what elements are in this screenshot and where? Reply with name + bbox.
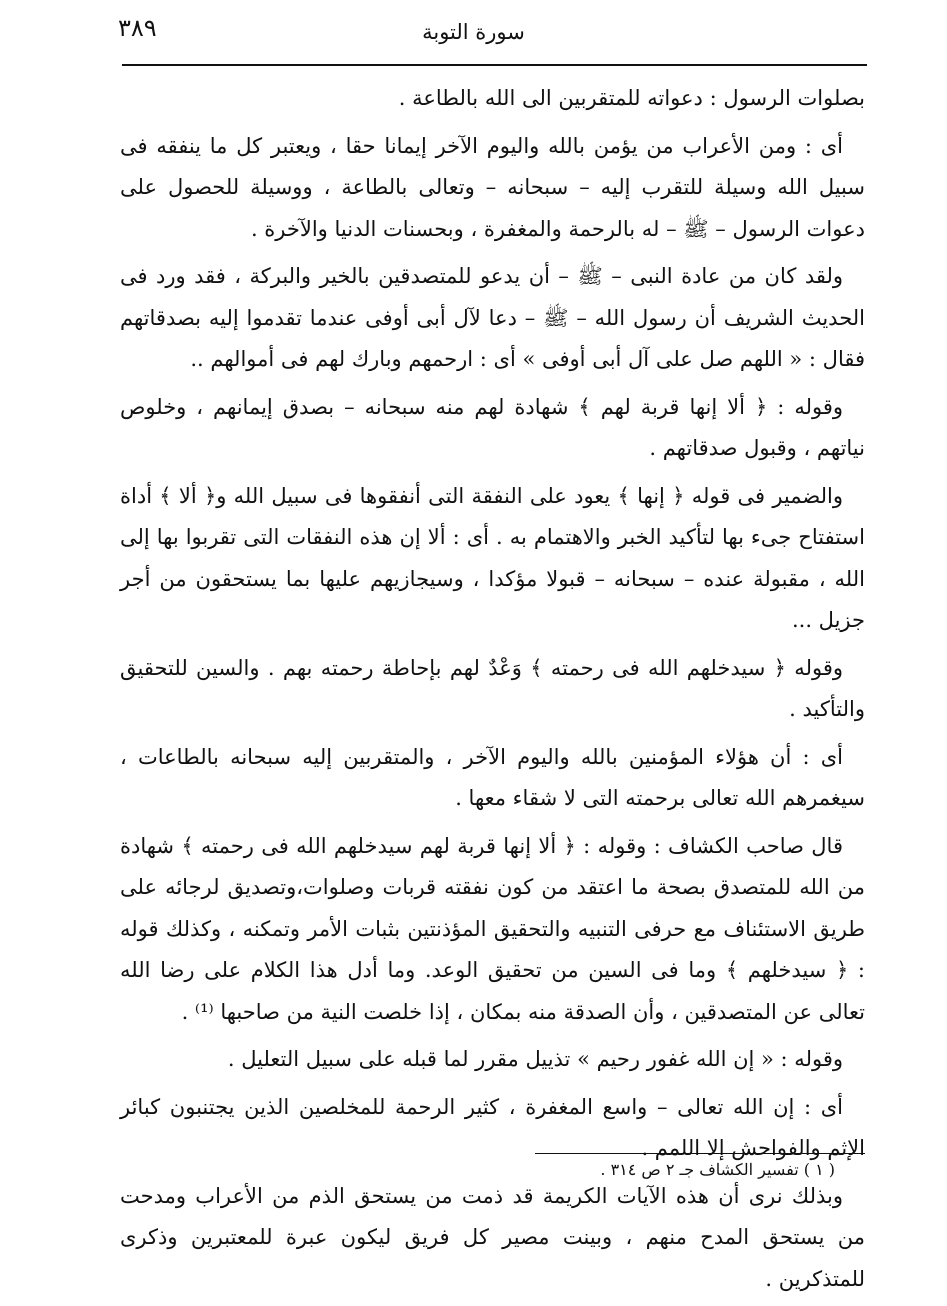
paragraph-1: بصلوات الرسول : دعواته للمتقربين الى الله بالطاعة . <box>398 86 865 110</box>
page-number: ٣٨٩ <box>118 14 157 42</box>
paragraph-4: وقوله : ﴿ ألا إنها قربة لهم ﴾ شهادة لهم منه سبحانه – بصدق إيمانهم ، وخلوص نياتهم ، وقبول صدقاتهم . <box>120 394 865 460</box>
main-text <box>120 78 865 1306</box>
running-title: سورة التوبة <box>422 20 525 44</box>
footnote: ( ١ ) تفسير الكشاف جـ ٢ ص ٣١٤ . <box>600 1160 835 1179</box>
footnote-rule <box>535 1153 865 1154</box>
header-rule <box>122 64 867 66</box>
paragraph-7: أى : أن هؤلاء المؤمنين بالله واليوم الآخر ، والمتقربين إليه سبحانه بالطاعات ، سيغمرهم الله تعالى برحمته التى لا شقاء معها . <box>120 744 865 810</box>
paragraph-9: وقوله : « إن الله غفور رحيم » تذييل مقرر لما قبله على سبيل التعليل . <box>227 1047 843 1071</box>
paragraph-3: ولقد كان من عادة النبى – ﷺ – أن يدعو للمتصدقين بالخير والبركة ، فقد ورد فى الحديث الشريف أن رسول الله – ﷺ – دعا لآل أبى أوفى عندما تقدموا إليه بصدقاتهم فقال : « اللهم صل على آل أبى أوفى » أى : ارحمهم وبارك لهم فى أموالهم .. <box>120 264 865 371</box>
paragraph-2: أى : ومن الأعراب من يؤمن بالله واليوم الآخر إيمانا حقا ، ويعتبر كل ما ينفقه فى سبيل الله وسيلة للتقرب إليه – سبحانه – وتعالى بالطاعة ، ووسيلة للحصول على دعوات الرسول – ﷺ – له بالرحمة والمغفرة ، وبحسنات الدنيا والآخرة . <box>120 133 865 241</box>
paragraph-6: وقوله ﴿ سيدخلهم الله فى رحمته ﴾ وَعْدٌ لهم بإحاطة رحمته بهم . والسين للتحقيق والتأكيد . <box>120 655 865 721</box>
paragraph-8: قال صاحب الكشاف : وقوله : ﴿ ألا إنها قربة لهم سيدخلهم الله فى رحمته ﴾ شهادة من الله للمتصدق بصحة ما اعتقد من كون نفقته قربات وصلوات،وتصديق لرجائه على طريق الاستئناف مع حرفى التنبيه والتحقيق المؤذنتين بثبات الأمر وتمكنه ، وكذلك قوله : ﴿ سيدخلهم ﴾ وما فى السين من تحقيق الوعد. وما أدل هذا الكلام على رضا الله تعالى عن المتصدقين ، وأن الصدقة منه بمكان ، إذا خلصت النية من صاحبها ⁽¹⁾ . <box>120 833 865 1024</box>
paragraph-11: وبذلك نرى أن هذه الآيات الكريمة قد ذمت من يستحق الذم من الأعراب ومدحت من يستحق المدح منهم ، وبينت مصير كل فريق ليكون عبرة للمعتبرين وذكرى للمتذكرين . <box>120 1183 865 1291</box>
paragraph-10: أى : إن الله تعالى – واسع المغفرة ، كثير الرحمة للمخلصين الذين يجتنبون كبائر الإثم والفواحش إلا اللمم . <box>120 1094 865 1160</box>
paragraph-5: والضمير فى قوله ﴿ إنها ﴾ يعود على النفقة التى أنفقوها فى سبيل الله و﴿ ألا ﴾ أداة استفتاح جىء بها لتأكيد الخبر والاهتمام به . أى : ألا إن هذه النفقات التى تقربوا بها إلى الله ، مقبولة عنده – سبحانه – قبولا مؤكدا ، وسيجازيهم عليها بما يستحقون من أجر جزيل ... <box>120 483 865 632</box>
